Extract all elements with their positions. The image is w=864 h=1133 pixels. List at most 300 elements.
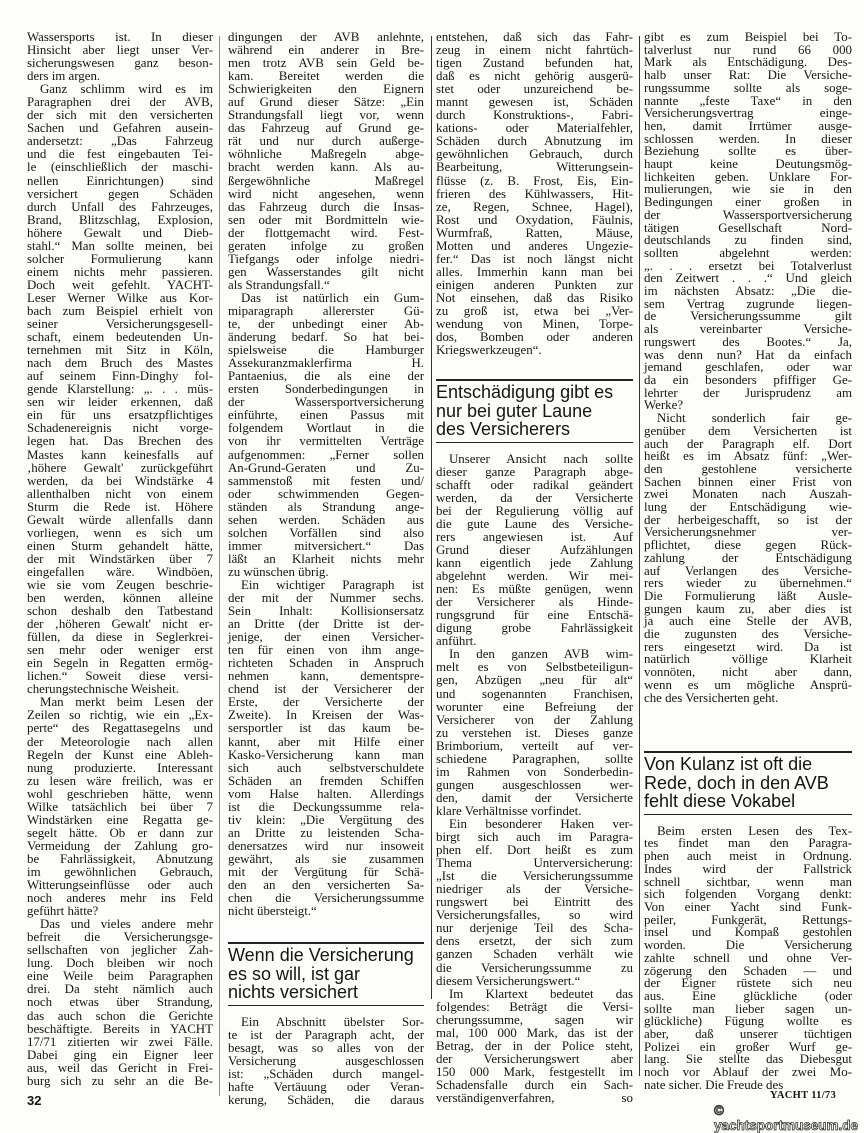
text-line: stahl.“ Man sollte meinen, bei [27, 238, 213, 253]
text-line: Ein wichtiger Paragraph ist [241, 577, 424, 592]
text-line: einen Sturm gehandelt hätte, [27, 538, 213, 553]
text-line: kerung, Schäden, die daraus [228, 1092, 424, 1107]
magazine-issue: YACHT 11/73 [770, 1090, 837, 1101]
text-line: während ein anderer in Bre- [228, 43, 424, 58]
text-line: aus, weil das Gericht in Frei- [27, 1060, 213, 1075]
heading-line: Wenn die Versicherung [228, 945, 414, 966]
text-line: vorliegen, wenn es sich um [27, 525, 213, 540]
text-line: Doch weit gefehlt. YACHT- [27, 277, 213, 292]
text-line: nen: Es müßte genügen, wenn [436, 582, 633, 597]
text-line: aufgenommen: „Ferner sollen [228, 447, 424, 462]
text-line: auf Verlangen des Versiche- [644, 563, 852, 578]
text-line: der sich mit den versicherten [27, 108, 213, 123]
text-line: bracht werden kann. Als au- [228, 160, 424, 175]
text-line: wird nicht angesehen, wenn [228, 186, 424, 201]
text-line: abgelehnt werden. Wir mei- [436, 569, 633, 584]
text-line: andersetzt: „Das Fahrzeug [27, 134, 213, 149]
text-line: solchen Vorfällen sind also [228, 525, 424, 540]
text-line: auf seinem Finn-Dinghy fol- [27, 369, 213, 384]
heading-line: fehlt diese Vokabel [644, 791, 796, 812]
text-line: gewährt, als sie zusammen [228, 851, 424, 866]
text-line: zu wünschen übrig. [228, 564, 329, 579]
text-line: Kriegswerkzeugen“. [436, 343, 542, 358]
text-line: Unserer Ansicht nach sollte [449, 451, 633, 466]
text-line: Wassersports ist. In dieser [27, 30, 213, 44]
text-line: Regeln der Kunst eine Ableh- [27, 747, 213, 762]
text-line: te, der unbedingt einer Ab- [228, 317, 424, 332]
text-line: die zugunsten des Versiche- [644, 627, 852, 642]
text-line: nur derjenige Teil des Scha- [436, 921, 633, 936]
text-line: der Versicherer als Hinde- [436, 595, 633, 610]
text-line: lung. Doch bleiben wir noch [27, 956, 213, 971]
text-line: legen hat. Das Brechen des [27, 434, 213, 449]
text-line: Erste, der Versicherte der [228, 695, 424, 710]
text-line: le (einschließlich der maschi- [27, 160, 213, 175]
text-line: kann eigentlich jede Zahlung [436, 556, 633, 571]
page-number: 32 [27, 1093, 42, 1108]
text-line: gen Wasserstandes gilt nicht [228, 264, 424, 279]
text-line: Strandungsfall liegt vor, wenn [228, 108, 424, 123]
text-line: rers wieder zu übernehmen.“ [644, 576, 852, 591]
text-line: gungen kaum zu, aber dies ist [644, 601, 852, 616]
text-line: sersportler ist das kaum be- [228, 721, 424, 736]
text-line: chend ist der Versicherer der [228, 682, 424, 697]
text-line: an Dritte zu leistenden Scha- [228, 825, 424, 840]
text-line: schon deshalb den Tatbestand [27, 604, 213, 619]
text-line: Brimborium, verteilt auf ver- [436, 738, 633, 753]
text-line: hafte Vertäuung oder Veran- [228, 1079, 424, 1094]
text-line: fer.“ Das ist noch längst nicht [436, 251, 633, 266]
paragraph [228, 31, 424, 292]
text-line: schnell sichtbar, wenn man [644, 874, 852, 889]
text-line: da ein besonders pfiffiger Ge- [644, 372, 852, 387]
text-line: der mit Windstärken über 7 [27, 551, 213, 566]
text-line: ben werden, können alleine [27, 591, 213, 606]
column-rule [431, 36, 432, 999]
text-line: wohl geschrieben hätte, wenn [27, 786, 213, 801]
text-line: phen auch meist in Ordnung. [644, 849, 852, 864]
text-line: Assekuranzmaklerfirma H. [228, 356, 424, 371]
paragraph [644, 31, 852, 412]
text-line: Pantaenius, die als eine der [228, 369, 424, 384]
text-line: che des Versicherten geht. [644, 690, 779, 705]
text-line: geführt hätte? [27, 904, 99, 919]
text-line: versichert gegen Schäden [27, 186, 213, 201]
text-line: ständen als Strandung ange- [228, 499, 424, 514]
text-line: Bearbeitung, Witterungsein- [436, 160, 633, 175]
text-line: natürlich völlige Klarheit [644, 652, 852, 667]
text-line: Versicherungsfalles, so wird [436, 908, 633, 923]
text-line: rungswert des Bootes.“ Ja, [644, 334, 852, 349]
text-line: der flottgemacht wird. Fest- [228, 225, 424, 240]
text-line: der Eigner rüstete sich neu [644, 976, 852, 991]
text-line: zeug in einem nicht fahrtüch- [436, 43, 633, 58]
paragraph [228, 1016, 424, 1107]
text-line: verständigenverfahren, so [436, 1090, 633, 1105]
text-line: Leser Werner Wilke aus Kor- [27, 290, 213, 305]
text-line: richteten Schaden in Anspruch [228, 656, 424, 671]
text-line: Im Klartext bedeutet das [449, 986, 633, 1001]
text-line: haupt keine Deutungsmög- [644, 157, 852, 172]
text-line: auf Grund dieser Sätze: „Ein [228, 95, 424, 110]
text-line: men trotz AVB sein Geld be- [228, 56, 424, 71]
text-line: stet oder unzureichend be- [436, 82, 633, 97]
text-line: sollten abgelehnt werden: [644, 245, 852, 260]
text-line: im Rahmen von Sonderbedin- [436, 764, 633, 779]
text-line: Zweite). In Kreisen der Was- [228, 708, 424, 723]
text-line: kannt, aber mit Hilfe einer [228, 734, 424, 749]
text-line: Beziehung sollte es über- [644, 144, 852, 159]
text-line: vom Halse halten. Allerdings [228, 786, 424, 801]
text-line: den Zeitwert . . .“ Und gleich [644, 271, 852, 286]
text-line: von ihr vermittelten Verträge [228, 434, 424, 449]
heading-line: es so will, ist gar [228, 963, 361, 984]
column-rule [639, 36, 640, 1076]
text-line: vonnöten, nicht aber dann, [644, 665, 852, 680]
text-line: frieren des Kühlwassers, Hit- [436, 186, 633, 201]
paragraph [436, 31, 633, 357]
text-line: nach dem Bruch des Mastes [27, 356, 213, 371]
text-line: pflichtet, diese gegen Rück- [644, 538, 852, 553]
text-line: einem nichts mehr passieren. [27, 264, 213, 279]
section-heading [436, 379, 633, 443]
text-line: Paragraphen drei der AVB, [27, 95, 213, 110]
text-line: Vermeidung der Zahlung gro- [27, 838, 213, 853]
heading-line: nur bei guter Laune [436, 400, 593, 421]
article-column-2 [228, 31, 424, 1107]
text-line: kam. Bereitet werden die [228, 69, 424, 84]
text-line: Bedingungen einer großen in [644, 195, 852, 210]
text-line: Ein Abschnitt übelster Sor- [241, 1014, 424, 1029]
text-line: Brand, Blitzschlag, Explosion, [27, 212, 213, 227]
text-line: gende Klarstellung: „. . . müs- [27, 382, 213, 397]
text-line: segelt hätte. Ob er dann zur [27, 825, 213, 840]
text-line: 150 000 Mark, festgestellt im [436, 1064, 633, 1079]
text-line: denersatzes wird nur insoweit [228, 838, 424, 853]
text-line: der Meteorologie nach allen [27, 734, 213, 749]
text-line: den gestohlene versicherte [644, 461, 852, 476]
text-line: nannte „feste Taxe“ in den [644, 93, 852, 108]
text-line: jenige, der einen Versicher- [228, 630, 424, 645]
text-line: auch der Paragraph elf. Dort [644, 436, 852, 451]
text-line: einführte, einen Passus mit [228, 408, 424, 423]
column-rule [219, 36, 220, 1096]
article-column-1 [27, 31, 213, 1088]
text-line: lehrter der Jurisprudenz am [644, 385, 852, 400]
text-line: füllen, da diese in Seglerkrei- [27, 630, 213, 645]
text-line: worunter eine Befreiung der [436, 699, 633, 714]
text-line: schaft, einem bedeutenden Un- [27, 330, 213, 345]
text-line: Gewalt würde allenfalls dann [27, 512, 213, 527]
paragraph [436, 648, 633, 818]
text-line: gen, Abzügen „neu für alt“ [436, 673, 633, 688]
text-line: Versicherungsvertrag einge- [644, 106, 852, 121]
text-line: Schwierigkeiten den Eignern [228, 82, 424, 97]
text-line: sen wir leider erkennen, daß [27, 395, 213, 410]
text-line: Werke? [644, 398, 684, 413]
text-line: sen oder mit Bordmitteln wie- [228, 212, 424, 227]
text-line: schiedene Paragraphen, sollte [436, 751, 633, 766]
text-line: der mit der Nummer sechs. [228, 591, 424, 606]
text-line: Kasko-Versicherung kann man [228, 747, 424, 762]
text-line: nellen Einrichtungen) sind [27, 173, 213, 188]
text-line: als Strandungsfall.“ [228, 277, 330, 292]
text-line: besagt, was so alles von der [228, 1040, 424, 1055]
text-line: rungsgrund für eine Entschä- [436, 608, 633, 623]
text-line: alles. Immerhin kann man bei [436, 264, 633, 279]
text-line: sich folgenden Vorgang denkt: [644, 887, 852, 902]
text-line: ders im argen. [27, 69, 101, 84]
text-line: seiner Versicherungsgesell- [27, 317, 213, 332]
text-line: änderung bedarf. So hat bei- [228, 330, 424, 345]
text-line: Indes wird der Fallstrick [644, 861, 852, 876]
paragraph [27, 83, 213, 696]
text-line: die gute Laune des Versiche- [436, 516, 633, 531]
text-line: der Versicherungswert aber [436, 1051, 633, 1066]
text-line: Tiefgangs oder infolge niedri- [228, 251, 424, 266]
text-line: Polizei ein großer Wurf ge- [644, 1039, 852, 1054]
text-line: Not einsehen, daß das Risiko [436, 290, 633, 305]
text-line: mit der Vergütung für Schä- [228, 865, 424, 879]
text-line: hen, damit Irrtümer ausge- [644, 118, 852, 133]
text-line: worden. Die Versicherung [644, 938, 852, 953]
text-line: noch etwas über Strandung, [27, 995, 213, 1010]
text-line: Sein Inhalt: Kollisionsersatz [228, 604, 424, 619]
text-line: eingefallen wäre. Windböen, [27, 564, 213, 579]
text-line: lichen.“ Soweit diese versi- [27, 669, 213, 684]
text-line: zahlung der Entschädigung [644, 550, 852, 565]
text-line: solcher Formulierung kann [27, 251, 213, 266]
text-line: insel und Kompaß gestohlen [644, 925, 852, 940]
text-line: lichkeiten geben. Unklare For- [644, 169, 852, 184]
paragraph [436, 818, 633, 988]
text-line: diesem Versicherungswert.“ [436, 973, 581, 988]
text-line: die Versicherungssumme zu [436, 960, 633, 975]
text-line: durch Unfall des Fahrzeuges, [27, 199, 213, 214]
article-column-3 [436, 31, 633, 1105]
text-line: Die Formulierung läßt Ausle- [644, 588, 852, 603]
text-line: be Fahrlässigkeit, Abnutzung [27, 851, 213, 866]
text-line: ersten Sonderbedingungen in [228, 382, 424, 397]
text-line: daß es nicht gehörig ausgerü- [436, 69, 633, 84]
text-line: ist die Deckungssumme rela- [228, 799, 424, 814]
text-line: ze, Regen, Schnee, Hagel), [436, 199, 633, 214]
heading-line: Rede, doch in den AVB [644, 772, 829, 793]
text-line: flüsse (z. B. Frost, Eis, Ein- [436, 173, 633, 188]
text-line: sehen werden. Schäden aus [228, 512, 424, 527]
text-line: glückliche) Fügung wollte es [644, 1014, 852, 1029]
text-line: das auch schon die Gerichte [27, 1008, 213, 1023]
text-line: Versicherungsnehmer ver- [644, 525, 852, 540]
text-line: mulierungen, wie sie in den [644, 182, 852, 197]
heading-line: Von Kulanz ist oft die [644, 754, 813, 775]
text-line: Hinsicht aber liegt unser Ver- [27, 43, 213, 58]
text-line: der herbeigeschafft, so ist der [644, 512, 852, 527]
text-line: phen elf. Dort heißt es zum [436, 843, 633, 858]
text-line: schafft oder radikal geändert [436, 477, 633, 492]
text-line: im gewöhnlichen Gebrauch, [27, 865, 213, 879]
paragraph [436, 988, 633, 1105]
text-line: lung der Entschädigung wie- [644, 500, 852, 515]
text-line: sammenstoß mit festen und/ [228, 473, 424, 488]
text-line: cherungssumme, sagen wir [436, 1012, 633, 1027]
section-heading [228, 942, 424, 1006]
text-line: chen die Versicherungssumme [228, 891, 424, 906]
text-line: rungssumme sollte als soge- [644, 80, 852, 95]
text-line: Man merkt beim Lesen der [40, 695, 213, 710]
text-line: 17/71 zitierten wir zwei Fälle. [27, 1034, 213, 1049]
text-line: sollte man lieber sagen un- [644, 1001, 852, 1016]
text-line: dieser ganze Paragraph abge- [436, 464, 633, 479]
text-line: kations- oder Materialfehler, [436, 121, 633, 136]
text-line: wendung von Minen, Torpe- [436, 317, 633, 332]
text-line: perte“ des Regattasegelns und [27, 721, 213, 736]
text-line: zu verstehen ist. Dieses ganze [436, 725, 633, 740]
text-line: zwei Monaten nach Auszah- [644, 487, 852, 502]
text-line: dens ersetzt, der sich zum [436, 934, 633, 949]
text-line: ten für einen von ihm ange- [228, 643, 424, 658]
text-line: ein für uns ersatzpflichtiges [27, 408, 213, 423]
text-line: sen mehr oder weniger erst [27, 643, 213, 658]
text-line: allenthalben nicht von einem [27, 486, 213, 501]
text-line: mal, 100 000 Mark, das ist der [436, 1025, 633, 1040]
text-line: gewöhnlichen Gebrauch, durch [436, 147, 633, 162]
text-line: miparagraph allererster Gü- [228, 303, 424, 318]
text-line: Schäden an fremden Schiffen [228, 773, 424, 788]
text-line: Beim ersten Lesen des Tex- [657, 823, 852, 838]
heading-line: Entschädigung gibt es [436, 382, 614, 403]
heading-line: des Versicherers [436, 419, 571, 440]
text-line: wenn es um mögliche Ansprü- [644, 677, 852, 692]
text-line: Schadensfalle durch ein Sach- [436, 1077, 633, 1092]
section-heading [644, 751, 852, 815]
text-line: te ist der Paragraph acht, der [228, 1027, 424, 1042]
text-line: höhere Gewalt und Dieb- [27, 225, 213, 240]
paragraph [27, 31, 213, 83]
text-line: das Fahrzeug auf Grund ge- [228, 121, 424, 136]
text-line: tätigen Gesellschaft Nord- [644, 220, 852, 235]
text-line: immer mitversichert.“ Das [228, 538, 424, 553]
text-line: ßergewöhnliche Maßregel [228, 173, 424, 188]
text-line: Windstärken eine Regatta ge- [27, 812, 213, 827]
paragraph [228, 579, 424, 918]
text-line: sellschaften von jeglicher Zah- [27, 943, 213, 958]
text-line: Betrag, der in der Police steht, [436, 1038, 633, 1053]
text-line: „. . . ersetzt bei Totalverlust [644, 258, 852, 273]
text-line: werden, da bei Windstärke 4 [27, 473, 213, 488]
text-line: ganzen Schaden verhält wie [436, 947, 633, 962]
text-line: peiler, Funkgerät, Rettungs- [644, 912, 852, 927]
text-line: Motten und anderes Ungezie- [436, 238, 633, 253]
text-line: nicht übersteigt.“ [228, 904, 317, 919]
text-line: aber, daß unserer tüchtigen [644, 1027, 852, 1042]
text-line: entstehen, daß sich das Fahr- [436, 30, 633, 44]
text-line: talverlust nur rund 66 000 [644, 42, 852, 57]
text-line: befreit die Versicherungsge- [27, 930, 213, 945]
paragraph [436, 453, 633, 649]
text-line: noch anderes mehr ins Feld [27, 891, 213, 906]
text-line: bach zum Beispiel erhielt von [27, 303, 213, 318]
paragraph [228, 292, 424, 579]
text-line: melt es von Selbstbeteiligun- [436, 660, 633, 675]
text-line: Thema Unterversicherung: [436, 856, 633, 871]
text-line: Mark als Entschädigung. Des- [644, 55, 852, 70]
text-line: werden, da der Versicherte [436, 490, 633, 505]
text-line: zögerung den Schaden — und [644, 963, 852, 978]
text-line: heißt es im Absatz fünf: „Wer- [644, 449, 852, 464]
text-line: rers eingesetzt wird. Da ist [644, 639, 852, 654]
text-line: In den ganzen AVB wim- [449, 647, 633, 662]
text-line: lang. Sie stellte das Diebesgut [644, 1052, 852, 1067]
text-line: im nächsten Absatz: „Die die- [644, 284, 852, 299]
text-line: Versicherer von der Zahlung [436, 712, 633, 727]
text-line: Von einer Yacht sind Funk- [644, 899, 852, 914]
text-line: den an den versicherten Sa- [228, 878, 424, 893]
text-line: Sturm die Rede ist. Höhere [27, 499, 213, 514]
text-line: rers angewiesen ist. Auf [436, 529, 633, 544]
text-line: spielsweise die Hamburger [228, 343, 424, 358]
text-line: zahlte schnell und ohne Ver- [644, 950, 852, 965]
text-line: ist: „Schäden durch mangel- [228, 1066, 424, 1081]
text-line: anführt. [436, 634, 477, 649]
text-line: ternehmen mit Sitz in Köln, [27, 343, 213, 358]
text-line: Schadenereignis nicht vorge- [27, 421, 213, 436]
text-line: burg sich zu sehr an die Be- [27, 1073, 213, 1088]
text-line: Sachen und Gefahren ausein- [27, 121, 213, 136]
text-line: folgendes: Beträgt die Versi- [436, 999, 633, 1014]
text-line: der Wassersportversicherung [228, 395, 424, 410]
text-line: Ganz schlimm wird es im [40, 82, 213, 97]
text-line: rät und nur durch außerge- [228, 134, 424, 149]
text-line: eine Weile beim Paragraphen [27, 969, 213, 984]
text-line: Ein besonderer Haken ver- [449, 816, 633, 831]
text-line: an Dritte (der Dritte ist der- [228, 617, 424, 632]
text-line: halb unser Rat: Die Versiche- [644, 68, 852, 83]
text-line: An-Grund-Geraten und Zu- [228, 460, 424, 475]
text-line: bei der Regulierung völlig auf [436, 503, 633, 518]
text-line: Das ist natürlich ein Gum- [241, 290, 424, 305]
text-line: ein Segeln in Regatten ermög- [27, 656, 213, 671]
text-line: ja auch eine Stelle der AVB, [644, 614, 852, 629]
text-line: der ‚höheren Gewalt' nicht er- [27, 617, 213, 632]
text-line: gibt es zum Beispiel bei To- [644, 30, 852, 44]
text-line: dingungen der AVB anlehnte, [228, 30, 424, 44]
text-line: noch vor Ablauf der zwei Mo- [644, 1065, 852, 1080]
text-line: gungen ausgeschlossen wer- [436, 777, 633, 792]
text-line: aus. Eine glückliche (oder [644, 988, 852, 1003]
paragraph [27, 918, 213, 1088]
text-line: sem Vertrag zugrunde liegen- [644, 296, 852, 311]
text-line: nate sicher. Die Freude des [644, 1077, 784, 1092]
text-line: sicherungswesen ganz beson- [27, 56, 213, 71]
text-line: wie sie vom Zeugen beschrie- [27, 577, 213, 592]
paragraph [644, 825, 852, 1092]
text-line: sich auch selbstverschuldete [228, 760, 424, 775]
text-line: ‚höhere Gewalt' zurückgeführt [27, 460, 213, 475]
text-line: den, damit der Versicherte [436, 790, 633, 805]
text-line: einigen anderen Punkten zur [436, 277, 633, 292]
text-line: klare Verhältnisse vorfindet. [436, 803, 582, 818]
text-line: Schäden durch Abnutzung im [436, 134, 633, 149]
text-line: Mastes kann keinesfalls auf [27, 447, 213, 462]
text-line: zu lesen wäre freilich, was er [27, 773, 213, 788]
text-line: tiv klein: „Die Vergütung des [228, 812, 424, 827]
text-line: cherungstechnische Weisheit. [27, 682, 179, 697]
text-line: zu groß ist, etwa bei „Ver- [436, 303, 633, 318]
text-line: läßt an Klarheit nichts mehr [228, 551, 424, 566]
text-line: de Versicherungssumme gilt [644, 309, 852, 324]
text-line: Rost und Oxydation, Fäulnis, [436, 212, 633, 227]
